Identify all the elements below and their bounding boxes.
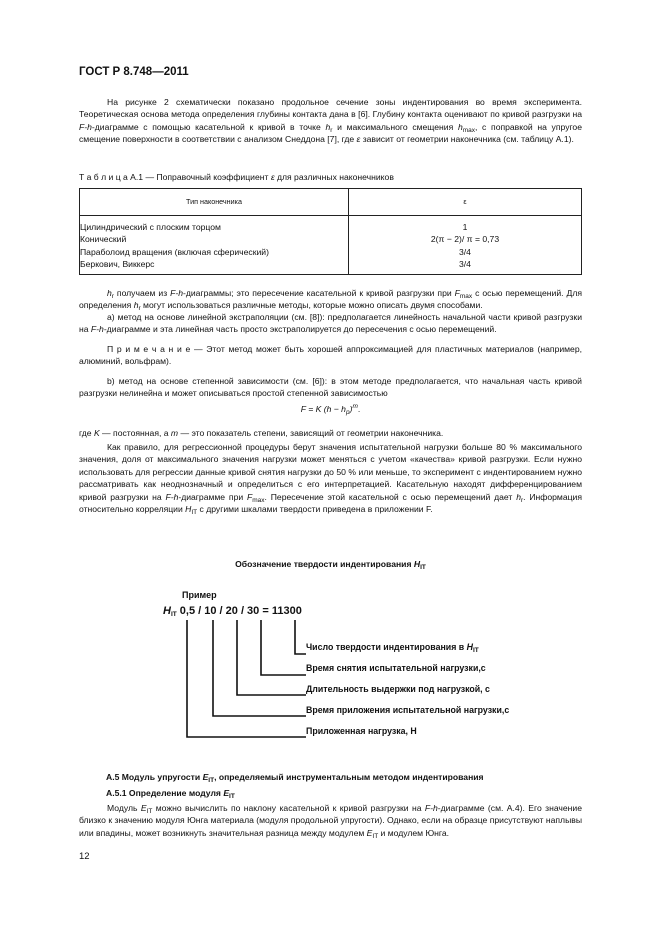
table-caption: Т а б л и ц а А.1 — Поправочный коэффициент ε для различных наконечников <box>79 172 394 182</box>
paragraph-method-a: a) метод на основе линейной экстраполяции (см. [8]): предполагается линейность начальной части кривой разгрузки на F-h-диаграмме и эта линейная часть просто экстраполируется до пересечения с осью перемещений. <box>79 312 582 335</box>
standard-header: ГОСТ Р 8.748—2011 <box>79 66 189 78</box>
table-cell-type: Беркович, Виккерс <box>80 258 349 274</box>
paragraph-intro: На рисунке 2 схематически показано продольное сечение зоны индентирования во время эксперимента. Теоретическая основа метода определения глубины контакта дана в [6]. Глубину контакта оценивают по кривой разгрузки на F-h-диаграмме с помощью касательной к кривой в точке $h_r$ и максимального смещения $h_{max}$, с поправкой на упругое смещение поверхности в соответствии с анализом Снеддона [7], где ε зависит от геометрии наконечника (см. таблицу А.1). <box>79 97 582 145</box>
label-applied-load: Приложенная нагрузка, Н <box>306 726 417 736</box>
paragraph-modulus: Модуль $E_{IT}$ можно вычислить по наклону касательной к кривой разгрузки на F-h-диаграмме (см. А.4). Его значение близко к значению модуля Юнга материала (модуля продольной упругости). Однако, если на образце присутствуют наплывы или впадины, может возникнуть значительная разница между модулем $E_{IT}$ и модулем Юнга. <box>79 803 583 840</box>
label-hold-duration: Длительность выдержки под нагрузкой, с <box>306 684 490 694</box>
table-header-row <box>80 189 582 216</box>
table-cell-type: Цилиндрический с плоским торцом <box>80 216 349 234</box>
designation-diagram <box>130 585 550 745</box>
label-load-time: Время приложения испытательной нагрузки,с <box>306 705 510 715</box>
label-hardness-number: Число твердости индентирования в $H_{IT}$ <box>306 642 479 654</box>
paragraph-regression: Как правило, для регрессионной процедуры берут значения испытательной нагрузки больше 80 % максимального значения, доля от максимального значения нагрузки может меняться с учетом «качества» кривой разгрузки. Если нужно использовать для регрессии данные кривой снятия нагрузки до 50 % или меньше, то эксперимент с индентированием нужно рассматривать как неоднозначный и определиться с его интерпретацией. Касательную находят дифференцированием кривой разгрузки на F-h-диаграмме при $F_{max}$. Пересечение этой касательной с осью перемещений дает $h_r$. Информация относительно корреляции $H_{IT}$ с другими шкалами твердости приведена в приложении F. <box>79 442 582 517</box>
paragraph-method-b: b) метод на основе степенной зависимости (см. [6]): в этом методе предполагается, что начальная часть кривой разгрузки нелинейна и может описываться простой степенной зависимостью <box>79 376 582 399</box>
table-cell-value: 3/4 <box>349 246 582 258</box>
table-row <box>80 216 582 234</box>
paragraph-hr: $h_r$ получаем из F-h-диаграммы; это пересечение касательной к кривой разгрузки при $F_{max}$ с осью перемещений. Для определения $h_r$ могут использоваться различные методы, которые можно описать двумя способами. <box>79 288 582 313</box>
note: П р и м е ч а н и е — Этот метод может быть хорошей аппроксимацией для пластичных материалов (например, алюминий, вольфрам). <box>79 344 583 367</box>
table-row <box>80 258 582 274</box>
page-number: 12 <box>79 851 90 862</box>
table-header-epsilon: ε <box>349 189 582 216</box>
power-law-formula: F = K $(h - h_p)^m$. <box>300 403 361 416</box>
table-cell-value: 2(π − 2)/ π = 0,73 <box>349 233 582 245</box>
table-cell-type: Параболоид вращения (включая сферический) <box>80 246 349 258</box>
example-label: Пример <box>182 590 217 600</box>
label-unload-time: Время снятия испытательной нагрузки,с <box>306 663 486 673</box>
correction-factor-table <box>79 188 582 275</box>
table-cell-type: Конический <box>80 233 349 245</box>
table-header-type: Тип наконечника <box>80 189 349 216</box>
table-row <box>80 246 582 258</box>
section-title-designation: Обозначение твердости индентирования $H_{IT}$ <box>235 559 426 571</box>
section-a51-title: А.5.1 Определение модуля $E_{IT}$ <box>106 788 235 800</box>
section-a5-title: А.5 Модуль упругости $E_{IT}$, определяемый инструментальным методом индентирования <box>106 772 484 784</box>
table-cell-value: 1 <box>349 216 582 234</box>
table-cell-value: 3/4 <box>349 258 582 274</box>
table-row <box>80 233 582 245</box>
paragraph-constants: где K — постоянная, а m — это показатель степени, зависящий от геометрии наконечника. <box>79 428 444 438</box>
designation-formula: $H_{IT}$ 0,5 / 10 / 20 / 30 = 11300 <box>163 605 302 618</box>
